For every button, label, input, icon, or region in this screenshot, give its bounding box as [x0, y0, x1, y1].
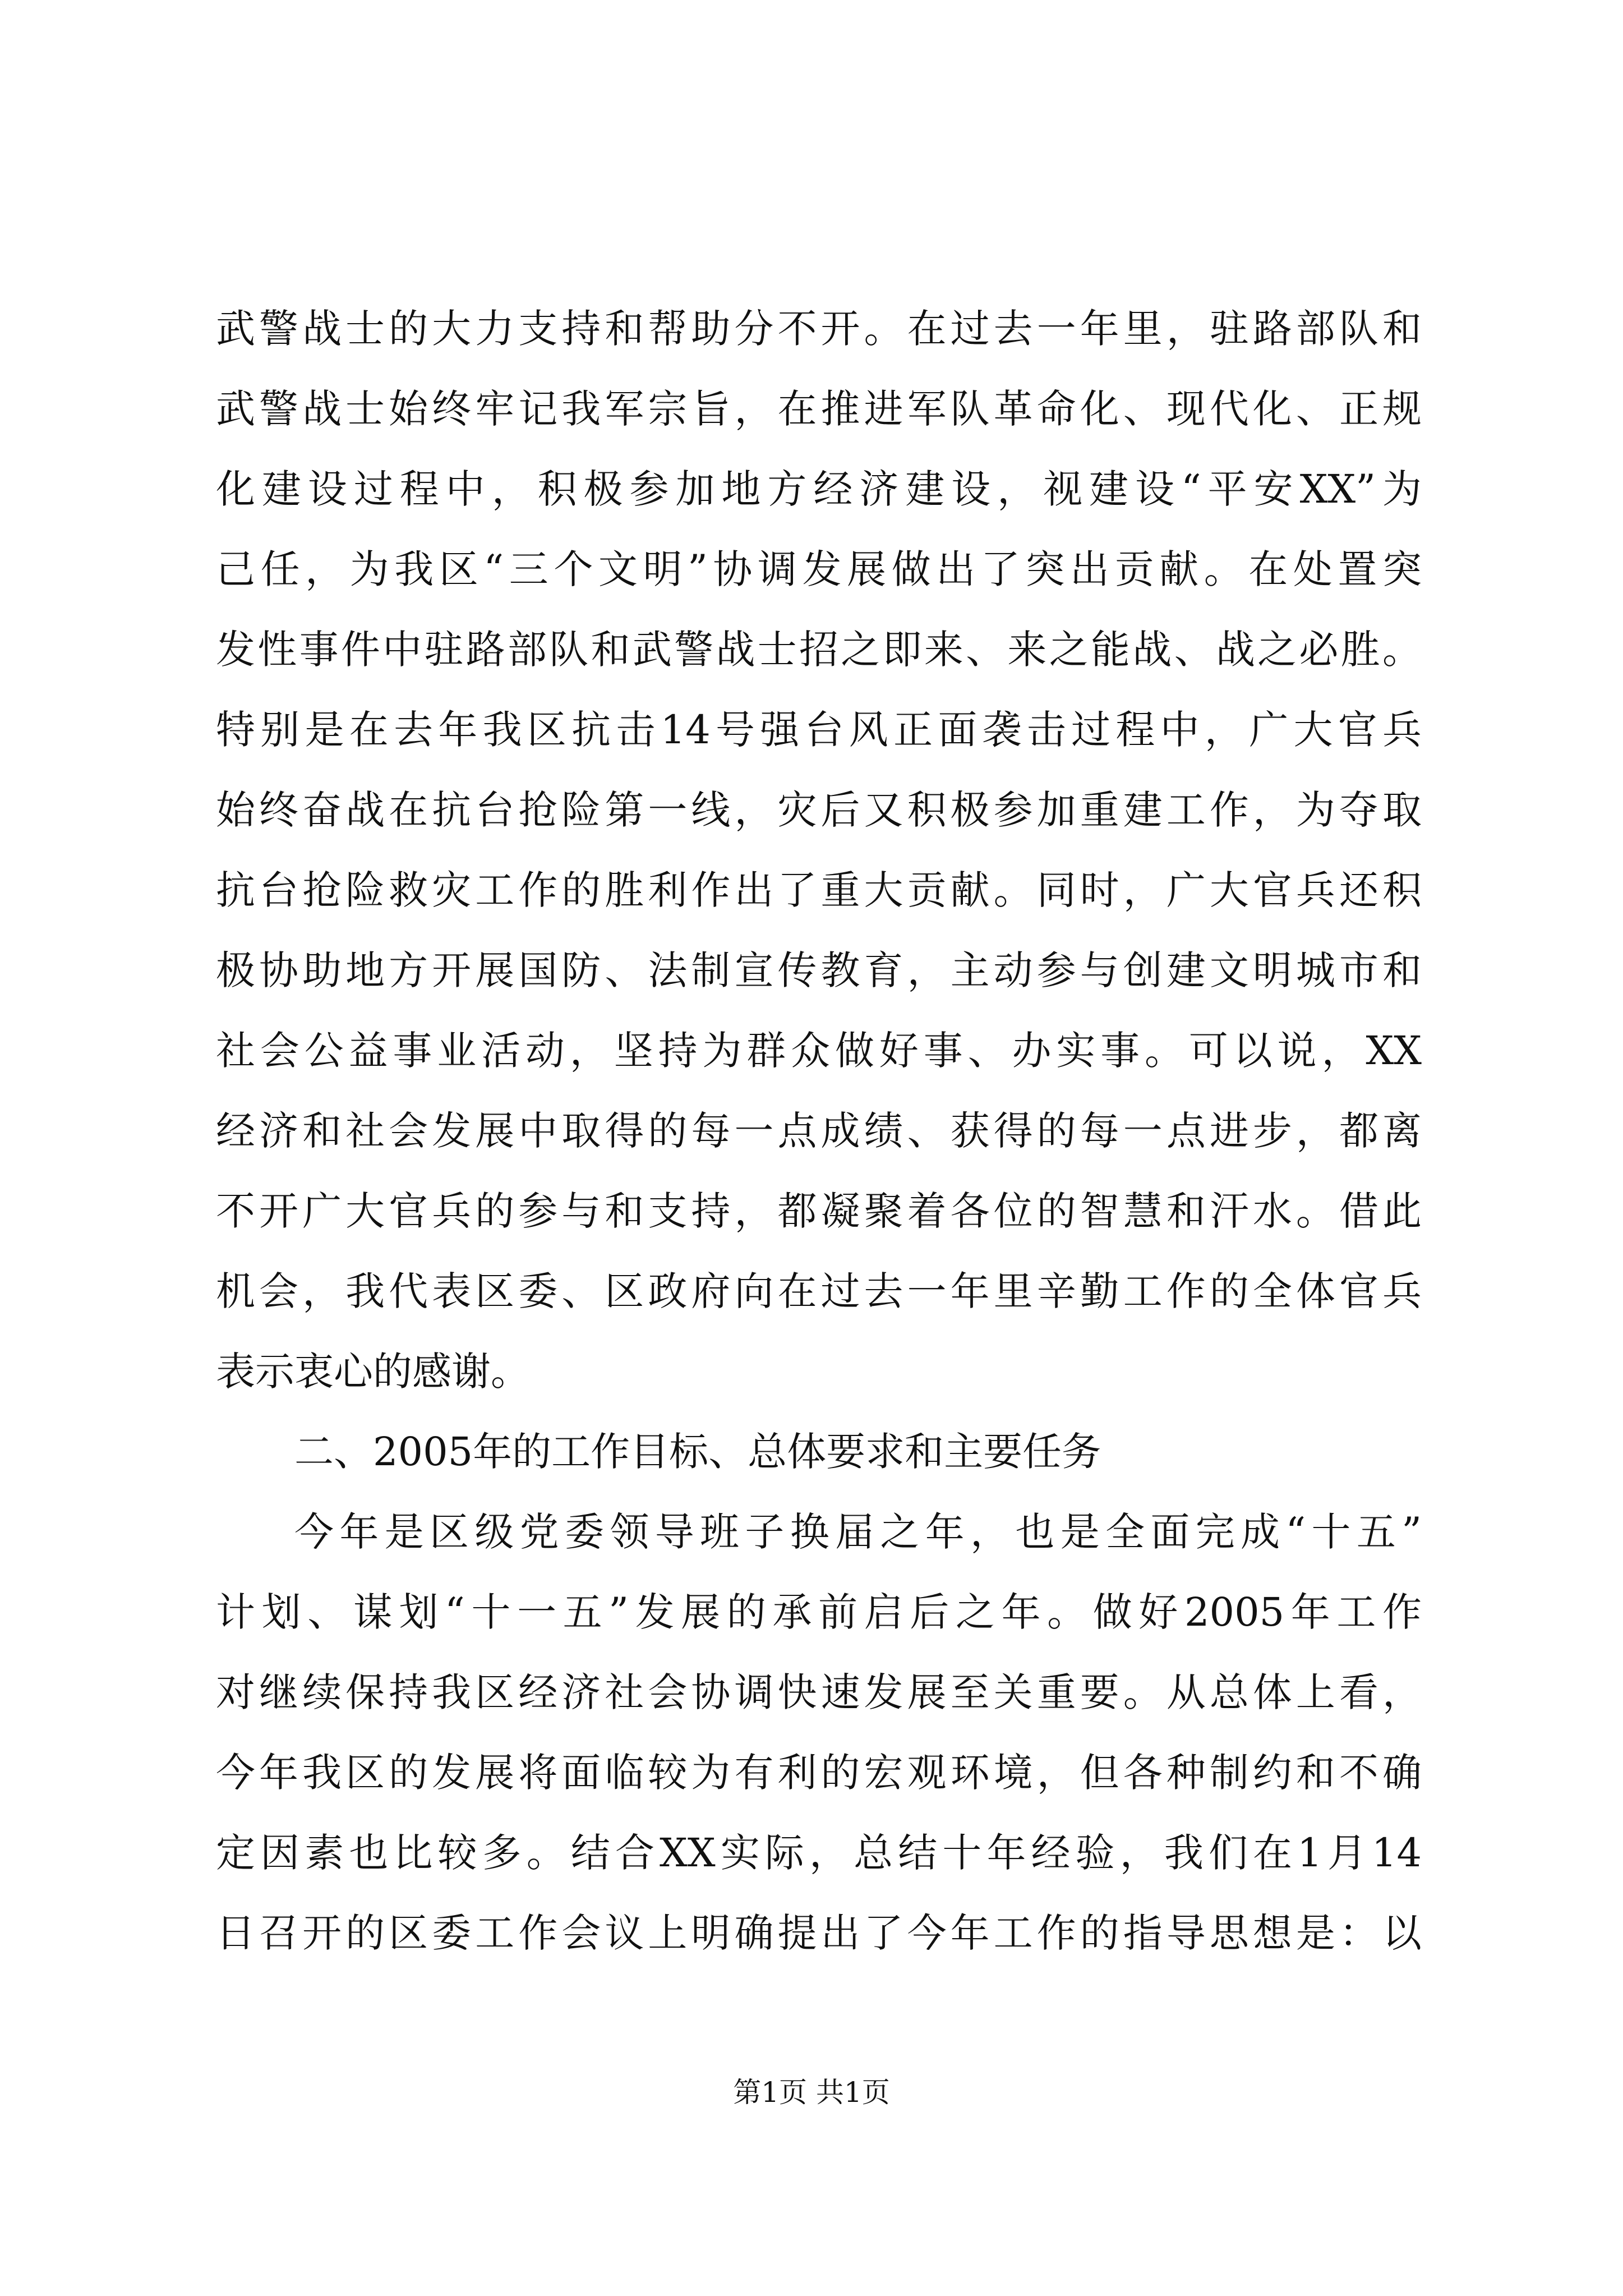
text-line: 己任，为我区“三个文明”协调发展做出了突出贡献。在处置突 [216, 546, 1422, 592]
text-line: 日召开的区委工作会议上明确提出了今年工作的指导思想是：以 [216, 1910, 1422, 1956]
text-line: 对继续保持我区经济社会协调快速发展至关重要。从总体上看， [216, 1669, 1422, 1715]
section-heading: 二、2005年的工作目标、总体要求和主要任务 [294, 1429, 1101, 1475]
text-line: 发性事件中驻路部队和武警战士招之即来、来之能战、战之必胜。 [216, 627, 1422, 673]
page-number-label: 第1页 共1页 [733, 2076, 890, 2109]
page-footer [0, 2070, 1623, 2115]
text-line: 武警战士的大力支持和帮助分不开。在过去一年里，驻路部队和 [216, 306, 1422, 352]
text-line: 表示衷心的感谢。 [216, 1349, 530, 1395]
text-line: 化建设过程中，积极参加地方经济建设，视建设“平安XX”为 [216, 466, 1422, 512]
text-line: 社会公益事业活动，坚持为群众做好事、办实事。可以说，XX [216, 1028, 1422, 1074]
text-line: 抗台抢险救灾工作的胜利作出了重大贡献。同时，广大官兵还积 [216, 867, 1422, 913]
text-line: 始终奋战在抗台抢险第一线，灾后又积极参加重建工作，为夺取 [216, 787, 1422, 833]
text-line: 不开广大官兵的参与和支持，都凝聚着各位的智慧和汗水。借此 [216, 1188, 1422, 1234]
text-line: 极协助地方开展国防、法制宣传教育，主动参与创建文明城市和 [216, 947, 1422, 993]
text-line: 计划、谋划“十一五”发展的承前启后之年。做好2005年工作 [216, 1589, 1422, 1635]
text-line: 机会，我代表区委、区政府向在过去一年里辛勤工作的全体官兵 [216, 1268, 1422, 1314]
text-line: 定因素也比较多。结合XX实际，总结十年经验，我们在1月14 [216, 1830, 1422, 1876]
text-line: 今年是区级党委领导班子换届之年，也是全面完成“十五” [294, 1509, 1422, 1555]
text-line: 今年我区的发展将面临较为有利的宏观环境，但各种制约和不确 [216, 1750, 1422, 1796]
text-line: 武警战士始终牢记我军宗旨，在推进军队革命化、现代化、正规 [216, 386, 1422, 432]
text-line: 经济和社会发展中取得的每一点成绩、获得的每一点进步，都离 [216, 1108, 1422, 1154]
body-text [216, 289, 1422, 1973]
text-line: 特别是在去年我区抗击14号强台风正面袭击过程中，广大官兵 [216, 707, 1422, 753]
